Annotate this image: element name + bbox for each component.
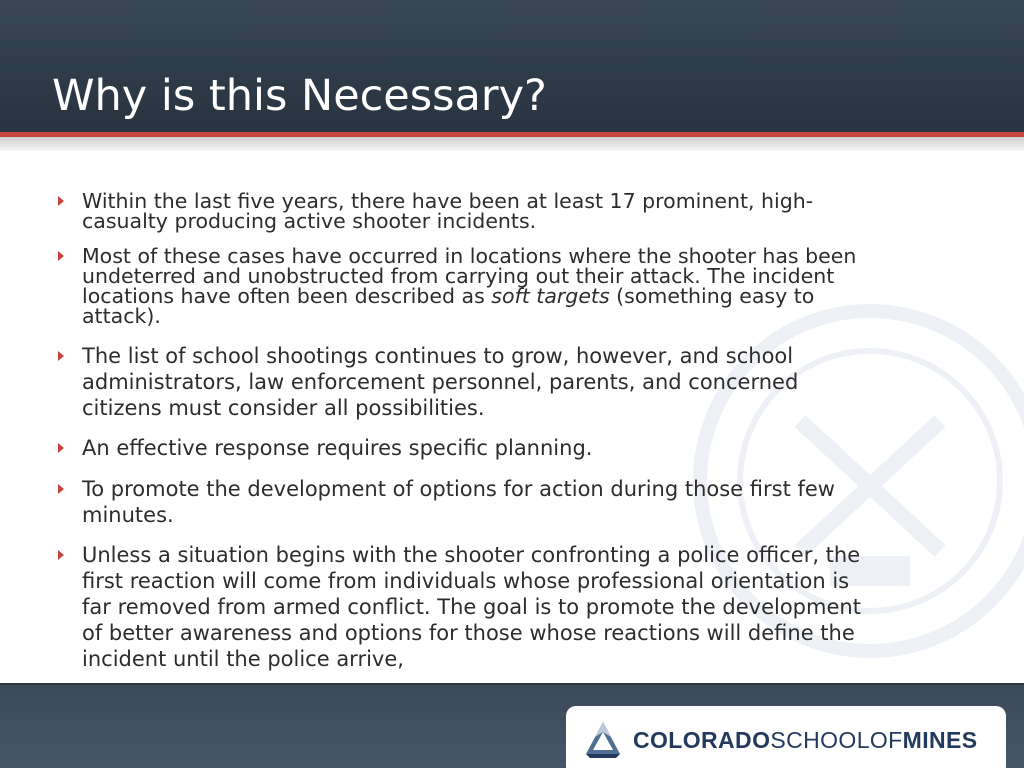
logo-word-schoolof: SCHOOLOF xyxy=(770,727,903,753)
slide-title: Why is this Necessary? xyxy=(52,71,547,121)
bullet-line: Unless a situation begins with the shooter confronting a police officer, the xyxy=(82,543,861,567)
slide-header xyxy=(0,0,1024,132)
bullet-line: first reaction will come from individuals whose professional orientation is xyxy=(82,569,850,593)
bullet-line: incident until the police arrive, xyxy=(82,647,404,671)
bullet-arrow-icon xyxy=(58,351,64,361)
bullet-line: Within the last five years, there have been at least 17 prominent, high- xyxy=(82,189,814,213)
bullet-line: of better awareness and options for those whose reactions will define the xyxy=(82,621,855,645)
bullet-line: The list of school shootings continues to grow, however, and school xyxy=(82,344,794,368)
bullet-line xyxy=(82,286,814,307)
soft-targets-emphasis: soft targets xyxy=(491,284,610,308)
bullet-line: Most of these cases have occurred in locations where the shooter has been xyxy=(82,244,857,268)
bullet-line-part: (something easy to xyxy=(609,284,815,308)
bullet-arrow-icon xyxy=(58,251,64,261)
bullet-arrow-icon xyxy=(58,443,64,453)
slide-body xyxy=(0,151,1024,683)
bullet-line-part: locations have often been described as xyxy=(82,284,492,308)
bullet-line: An effective response requires specific planning. xyxy=(82,436,593,460)
bullet-arrow-icon xyxy=(58,484,64,494)
mines-logo-icon xyxy=(583,720,623,760)
bullet-arrow-icon xyxy=(58,550,64,560)
bullet-line: citizens must consider all possibilities. xyxy=(82,396,485,420)
bullet-line: minutes. xyxy=(82,503,174,527)
bullet-arrow-icon xyxy=(58,196,64,206)
footer-divider xyxy=(0,683,1024,685)
bullet-line: casualty producing active shooter incidents. xyxy=(82,209,537,233)
bullet-line: attack). xyxy=(82,304,161,328)
logo-word-colorado: COLORADO xyxy=(633,727,771,753)
bullet-line: far removed from armed conflict. The goal is to promote the development xyxy=(82,595,861,619)
logo-word-mines: MINES xyxy=(902,727,978,753)
bullet-line: To promote the development of options for action during those first few xyxy=(82,477,835,501)
bullet-line: undeterred and unobstructed from carrying out their attack. The incident xyxy=(82,264,835,288)
mines-logo-wordmark xyxy=(633,727,977,753)
bullet-line: administrators, law enforcement personnel, parents, and concerned xyxy=(82,370,799,394)
header-shadow-rule xyxy=(0,137,1024,151)
